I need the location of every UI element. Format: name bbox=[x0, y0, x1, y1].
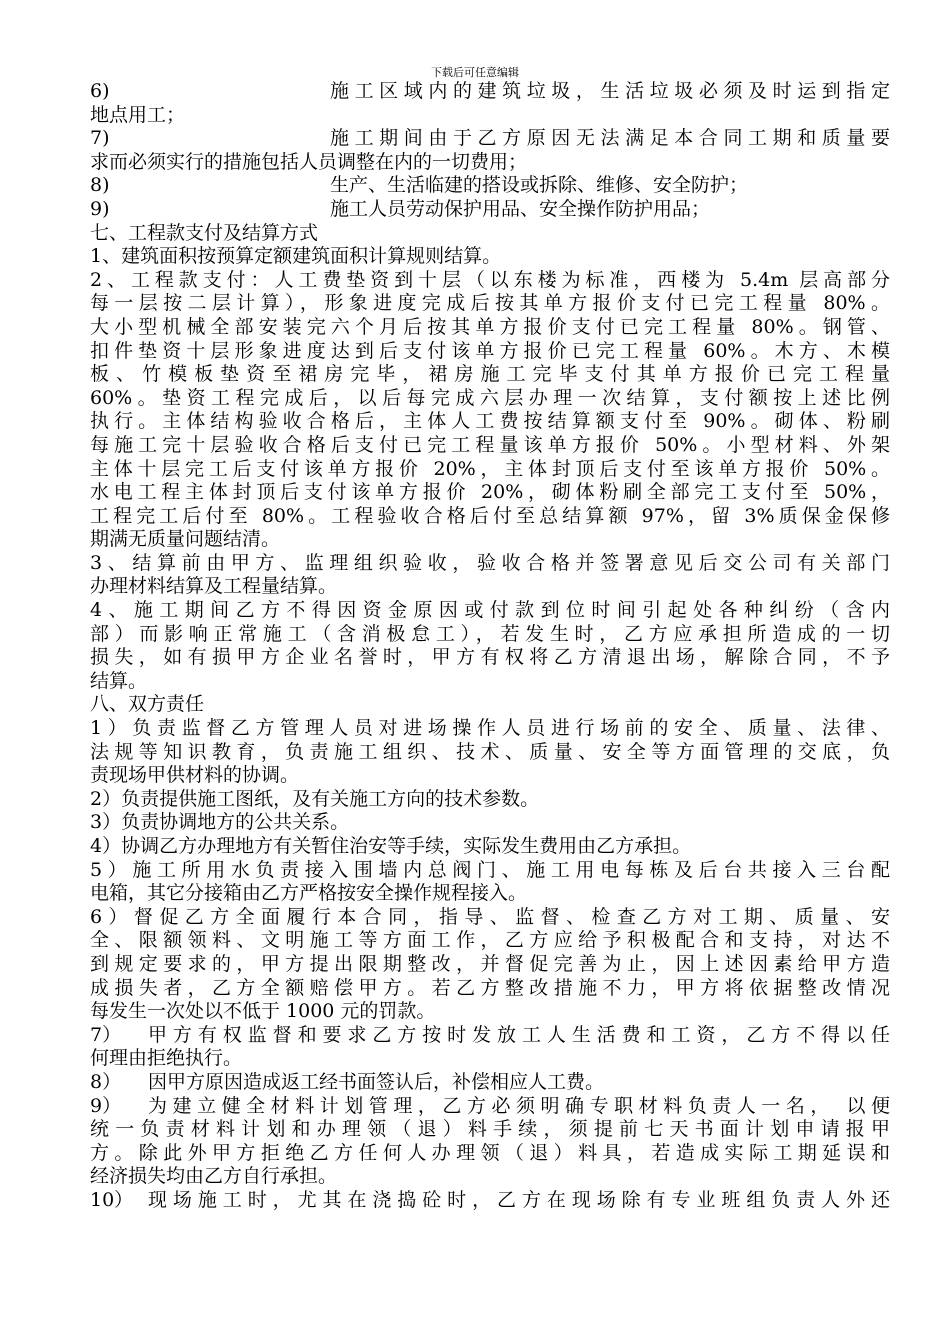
line-text: 3、结算前由甲方、监理组织验收，验收合格并签署意见后交公司有关部门 bbox=[90, 551, 890, 574]
line-text: 求而必须实行的措施包括人员调整在内的一切费用； bbox=[90, 150, 528, 173]
item-number: 9) bbox=[90, 197, 110, 220]
text-line bbox=[90, 623, 890, 647]
line-text: 八、双方责任 bbox=[90, 693, 205, 716]
line-text: 施工区域内的建筑垃圾，生活垃圾必须及时运到指定 bbox=[330, 80, 890, 102]
text-line bbox=[90, 458, 890, 482]
line-text: 部）而影响正常施工（含消极怠工），若发生时，乙方应承担所造成的一切 bbox=[90, 622, 890, 645]
text-line bbox=[90, 575, 890, 599]
line-text: 何理由拒绝执行。 bbox=[90, 1047, 243, 1070]
text-line bbox=[90, 198, 890, 222]
text-line bbox=[90, 222, 890, 246]
text-line bbox=[90, 245, 890, 269]
text-line bbox=[90, 1118, 890, 1142]
text-line bbox=[90, 788, 890, 812]
line-text: 4）协调乙方办理地方有关暂住治安等手续，实际发生费用由乙方承担。 bbox=[90, 835, 692, 857]
text-line bbox=[90, 646, 890, 670]
line-text: 2）负责提供施工图纸，及有关施工方向的技术参数。 bbox=[90, 787, 540, 810]
text-line bbox=[90, 174, 890, 198]
text-line bbox=[90, 1095, 890, 1119]
line-text: 工程完工后付至 80%。工程验收合格后付至总结算额 97%，留 3%质保金保修 bbox=[90, 504, 890, 527]
line-text: 期满无质量问题结清。 bbox=[90, 528, 281, 551]
text-line bbox=[90, 316, 890, 340]
line-text: 每一层按二层计算），形象进度完成后按其单方报价支付已完工程量 80%。 bbox=[90, 292, 890, 315]
line-text: 责现场甲供材料的协调。 bbox=[90, 764, 300, 787]
text-line bbox=[90, 906, 890, 930]
text-line bbox=[90, 835, 890, 859]
text-line bbox=[90, 552, 890, 576]
text-line bbox=[90, 104, 890, 128]
line-text: 执行。主体结构验收合格后，主体人工费按结算额支付至 90%。砌体、粉刷 bbox=[90, 410, 890, 433]
text-line bbox=[90, 387, 890, 411]
text-line bbox=[90, 481, 890, 505]
text-line bbox=[90, 670, 890, 694]
text-line bbox=[90, 859, 890, 883]
item-number: 8) bbox=[90, 174, 110, 197]
line-text: 法规等知识教育，负责施工组织、技术、质量、安全等方面管理的交底，负 bbox=[90, 740, 890, 763]
text-line bbox=[90, 528, 890, 552]
text-line bbox=[90, 1024, 890, 1048]
line-text: 扣件垫资十层形象进度达到后支付该单方报价已完工程量 60%。木方、木模 bbox=[90, 339, 890, 362]
line-text: 因甲方原因造成返工经书面签认后，补偿相应人工费。 bbox=[148, 1070, 605, 1093]
line-text: 主体十层完工后支付该单方报价 20%，主体封顶后支付至该单方报价 50%。 bbox=[90, 457, 890, 480]
text-line bbox=[90, 505, 890, 529]
line-text: 全、限额领料、文明施工等方面工作，乙方应给予积极配合和支持，对达不 bbox=[90, 929, 890, 952]
line-text: 60%。垫资工程完成后，以后每完成六层办理一次结算，支付额按上述比例 bbox=[90, 386, 890, 409]
text-line bbox=[90, 693, 890, 717]
line-text: 施工期间由于乙方原因无法满足本合同工期和质量要 bbox=[330, 127, 890, 150]
line-text: 损失，如有损甲方企业名誉时，甲方有权将乙方清退出场，解除合同，不予 bbox=[90, 646, 890, 669]
line-text: 1、建筑面积按预算定额建筑面积计算规则结算。 bbox=[90, 245, 502, 268]
line-text: 电箱，其它分接箱由乙方严格按安全操作规程接入。 bbox=[90, 882, 528, 905]
text-line bbox=[90, 434, 890, 458]
item-number: 6) bbox=[90, 80, 110, 102]
line-text: 现场施工时，尤其在浇捣砼时，乙方在现场除有专业班组负责人外还 bbox=[148, 1188, 890, 1211]
text-line bbox=[90, 599, 890, 623]
line-text: 每发生一次处以不低于 1000 元的罚款。 bbox=[90, 1000, 436, 1023]
text-line bbox=[90, 741, 890, 765]
text-line bbox=[90, 151, 890, 175]
line-text: 施工人员劳动保护用品、安全操作防护用品； bbox=[330, 197, 711, 220]
page-header: 下载后可任意编辑 bbox=[431, 66, 519, 79]
line-text: 6）督促乙方全面履行本合同，指导、监督、检查乙方对工期、质量、安 bbox=[90, 905, 890, 928]
item-number: 7） bbox=[90, 1023, 122, 1046]
line-text: 大小型机械全部安装完六个月后按其单方报价支付已完工程量 80%。钢管、 bbox=[90, 315, 890, 338]
line-text: 5）施工所用水负责接入围墙内总阀门、施工用电每栋及后台共接入三台配 bbox=[90, 858, 890, 881]
line-text: 成损失者，乙方全额赔偿甲方。若乙方整改措施不力，甲方将依据整改情况 bbox=[90, 976, 890, 999]
text-line bbox=[90, 269, 890, 293]
text-line bbox=[90, 363, 890, 387]
line-text: 方。除此外甲方拒绝乙方任何人办理领（退）料具，若造成实际工期延误和 bbox=[90, 1141, 890, 1164]
line-text: 板、竹模板垫资至裙房完毕，裙房施工完毕支付其单方报价已完工程量 bbox=[90, 363, 890, 386]
text-line bbox=[90, 1047, 890, 1071]
text-line bbox=[90, 1142, 890, 1166]
item-number: 10） bbox=[90, 1188, 134, 1211]
text-line bbox=[90, 410, 890, 434]
line-text: 水电工程主体封顶后支付该单方报价 20%，砌体粉刷全部完工支付至 50%， bbox=[90, 481, 890, 504]
line-text: 3）负责协调地方的公共关系。 bbox=[90, 811, 350, 834]
line-text: 经济损失均由乙方自行承担。 bbox=[90, 1165, 338, 1188]
line-text: 统一负责材料计划和办理领（退）料手续，须提前七天书面计划申请报甲 bbox=[90, 1118, 890, 1141]
line-text: 地点用工； bbox=[90, 103, 186, 126]
text-line bbox=[90, 953, 890, 977]
line-text: 七、工程款支付及结算方式 bbox=[90, 221, 319, 244]
line-text: 结算。 bbox=[90, 669, 148, 692]
item-number: 8） bbox=[90, 1070, 122, 1093]
text-line bbox=[90, 1071, 890, 1095]
text-line bbox=[90, 764, 890, 788]
line-text: 生产、生活临建的搭设或拆除、维修、安全防护； bbox=[330, 174, 749, 197]
line-text: 每施工完十层验收合格后支付已完工程量该单方报价 50%。小型材料、外架 bbox=[90, 433, 890, 456]
text-line bbox=[90, 80, 890, 104]
text-line bbox=[90, 929, 890, 953]
text-line bbox=[90, 1189, 890, 1213]
line-text: 4、施工期间乙方不得因资金原因或付款到位时间引起处各种纠纷（含内 bbox=[90, 599, 890, 622]
item-number: 9） bbox=[90, 1094, 122, 1117]
line-text: 办理材料结算及工程量结算。 bbox=[90, 575, 338, 598]
text-line bbox=[90, 292, 890, 316]
text-line bbox=[90, 340, 890, 364]
text-line bbox=[90, 1000, 890, 1024]
text-line bbox=[90, 882, 890, 906]
document-body bbox=[90, 80, 890, 1213]
line-text: 2、工程款支付：人工费垫资到十层（以东楼为标准，西楼为 5.4m 层高部分 bbox=[90, 268, 890, 291]
line-text: 到规定要求的，甲方提出限期整改，并督促完善为止，因上述因素给甲方造 bbox=[90, 952, 890, 975]
item-number: 7) bbox=[90, 127, 110, 150]
text-line bbox=[90, 1165, 890, 1189]
text-line bbox=[90, 977, 890, 1001]
text-line bbox=[90, 811, 890, 835]
text-line bbox=[90, 127, 890, 151]
line-text: 甲方有权监督和要求乙方按时发放工人生活费和工资，乙方不得以任 bbox=[148, 1023, 890, 1046]
text-line bbox=[90, 717, 890, 741]
line-text: 为建立健全材料计划管理，乙方必须明确专职材料负责人一名， 以便 bbox=[148, 1094, 890, 1117]
line-text: 1）负责监督乙方管理人员对进场操作人员进行场前的安全、质量、法律、 bbox=[90, 717, 890, 740]
